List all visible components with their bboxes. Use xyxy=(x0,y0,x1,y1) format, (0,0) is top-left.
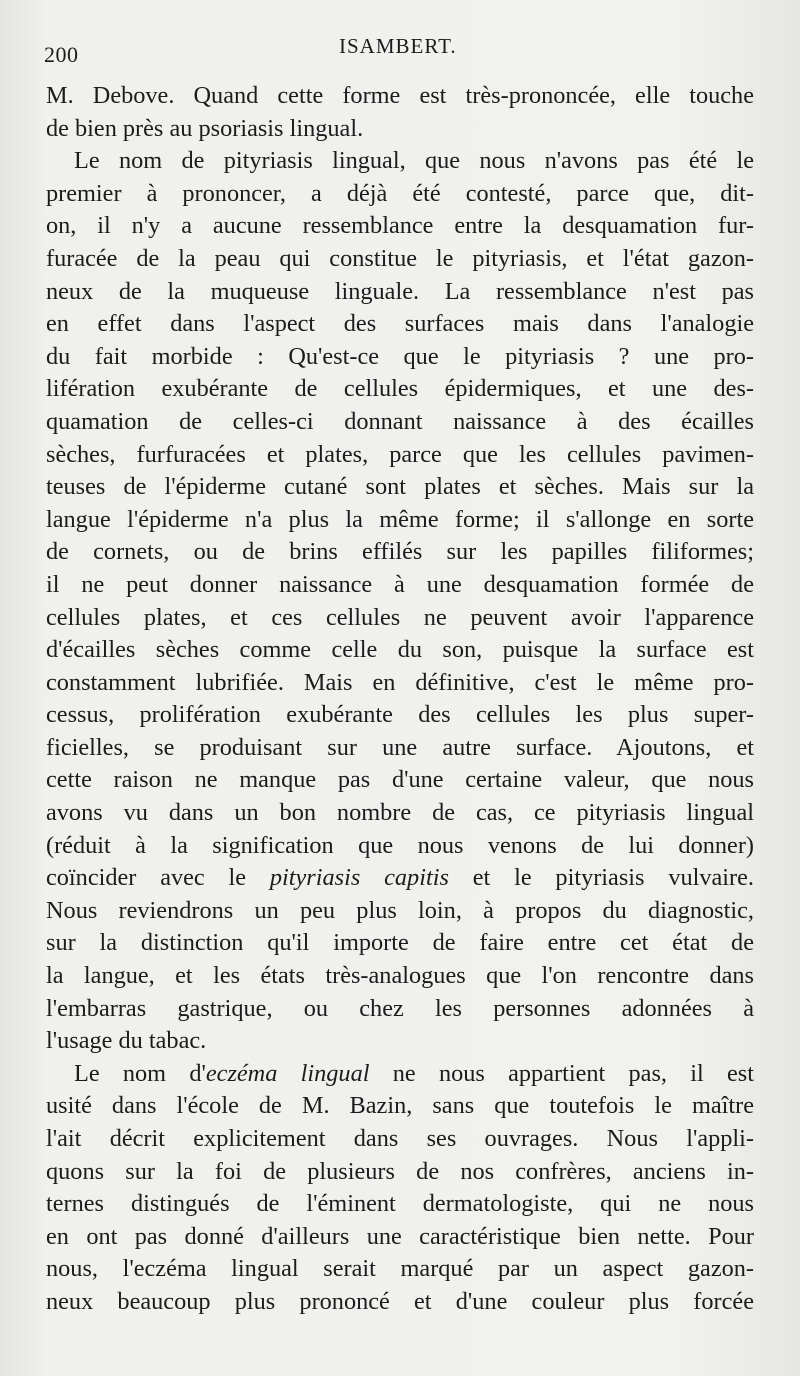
text-line: lifération exubérante de cellules épidermiques, et une des- xyxy=(46,375,754,403)
text-line: constamment lubrifiée. Mais en définitive, c'est le même pro- xyxy=(46,668,754,696)
text-line: cellules plates, et ces cellules ne peuvent avoir l'apparence xyxy=(46,603,754,631)
page-number: 200 xyxy=(44,42,79,67)
text-line: d'écailles sèches comme celle du son, puisque la surface est xyxy=(46,636,754,664)
text-line: premier à prononcer, a déjà été contesté, parce que, dit- xyxy=(46,179,754,207)
text-line: l'ait décrit explicitement dans ses ouvrages. Nous l'appli- xyxy=(46,1125,754,1152)
text-line: (réduit à la signification que nous venons de lui donner) xyxy=(46,831,754,859)
text-line: quons sur la foi de plusieurs de nos confrères, anciens in- xyxy=(46,1157,754,1185)
text-line: ficielles, se produisant sur une autre surface. Ajoutons, et xyxy=(46,733,754,761)
text-line-with-italic xyxy=(46,1058,754,1091)
text-line: cessus, prolifération exubérante des cellules les plus super- xyxy=(46,701,754,729)
text-line: usité dans l'école de M. Bazin, sans que toutefois le maître xyxy=(46,1092,754,1120)
text-line: de cornets, ou de brins effilés sur les papilles filiformes; xyxy=(46,538,754,566)
text-segment: coïncider avec le xyxy=(46,864,270,892)
italic-term: eczéma lingual xyxy=(205,1059,370,1087)
text-line: cette raison ne manque pas d'une certaine valeur, que nous xyxy=(46,766,754,794)
text-line: avons vu dans un bon nombre de cas, ce pityriasis lingual xyxy=(46,799,754,827)
text-line: du fait morbide : Qu'est-ce que le pityriasis ? une pro- xyxy=(46,342,754,370)
text-line: neux de la muqueuse linguale. La ressemblance n'est pas xyxy=(46,277,754,305)
text-line: sur la distinction qu'il importe de faire entre cet état de xyxy=(46,929,754,957)
text-segment: et le pityriasis vulvaire. xyxy=(448,864,754,892)
text-line: Nous reviendrons un peu plus loin, à propos du diagnostic, xyxy=(46,896,754,924)
text-line: en ont pas donné d'ailleurs une caractéristique bien nette. Pour xyxy=(46,1222,754,1250)
text-line: furacée de la peau qui constitue le pityriasis, et l'état gazon- xyxy=(46,244,754,272)
text-line: l'usage du tabac. xyxy=(46,1027,207,1055)
text-segment: ne nous appartient pas, il est xyxy=(369,1059,754,1087)
body-text xyxy=(46,80,754,1319)
text-line: il ne peut donner naissance à une desquamation formée de xyxy=(46,570,754,598)
text-line: la langue, et les états très-analogues que l'on rencontre dans xyxy=(46,962,754,990)
paragraph-1 xyxy=(46,80,754,145)
text-line: nous, l'eczéma lingual serait marqué par un aspect gazon- xyxy=(46,1255,754,1283)
text-line-with-italic xyxy=(46,862,754,895)
text-line: quamation de celles-ci donnant naissance à des écailles xyxy=(46,407,754,435)
paragraph-3 xyxy=(46,1058,754,1319)
text-line: on, il n'y a aucune ressemblance entre la desquamation fur- xyxy=(46,212,754,240)
text-line: Le nom de pityriasis lingual, que nous n'avons pas été le xyxy=(74,147,754,175)
text-line: ternes distingués de l'éminent dermatologiste, qui ne nous xyxy=(46,1190,754,1218)
text-line: teuses de l'épiderme cutané sont plates et sèches. Mais sur la xyxy=(46,473,754,501)
italic-term: pityriasis capitis xyxy=(269,864,449,892)
text-segment: Le nom d' xyxy=(74,1059,206,1087)
running-head: ISAMBERT. xyxy=(339,34,457,58)
text-line: de bien près au psoriasis lingual. xyxy=(46,114,364,142)
text-line: langue l'épiderme n'a plus la même forme; il s'allonge en sorte xyxy=(46,505,754,533)
text-line: sèches, furfuracées et plates, parce que les cellules pavimen- xyxy=(46,440,754,468)
text-line: en effet dans l'aspect des surfaces mais dans l'analogie xyxy=(46,310,754,338)
text-line: l'embarras gastrique, ou chez les personnes adonnées à xyxy=(46,994,754,1022)
paragraph-2 xyxy=(46,145,754,1058)
text-line: M. Debove. Quand cette forme est très-prononcée, elle touche xyxy=(46,82,754,109)
text-line: neux beaucoup plus prononcé et d'une couleur plus forcée xyxy=(46,1287,754,1315)
page-header xyxy=(44,34,754,67)
